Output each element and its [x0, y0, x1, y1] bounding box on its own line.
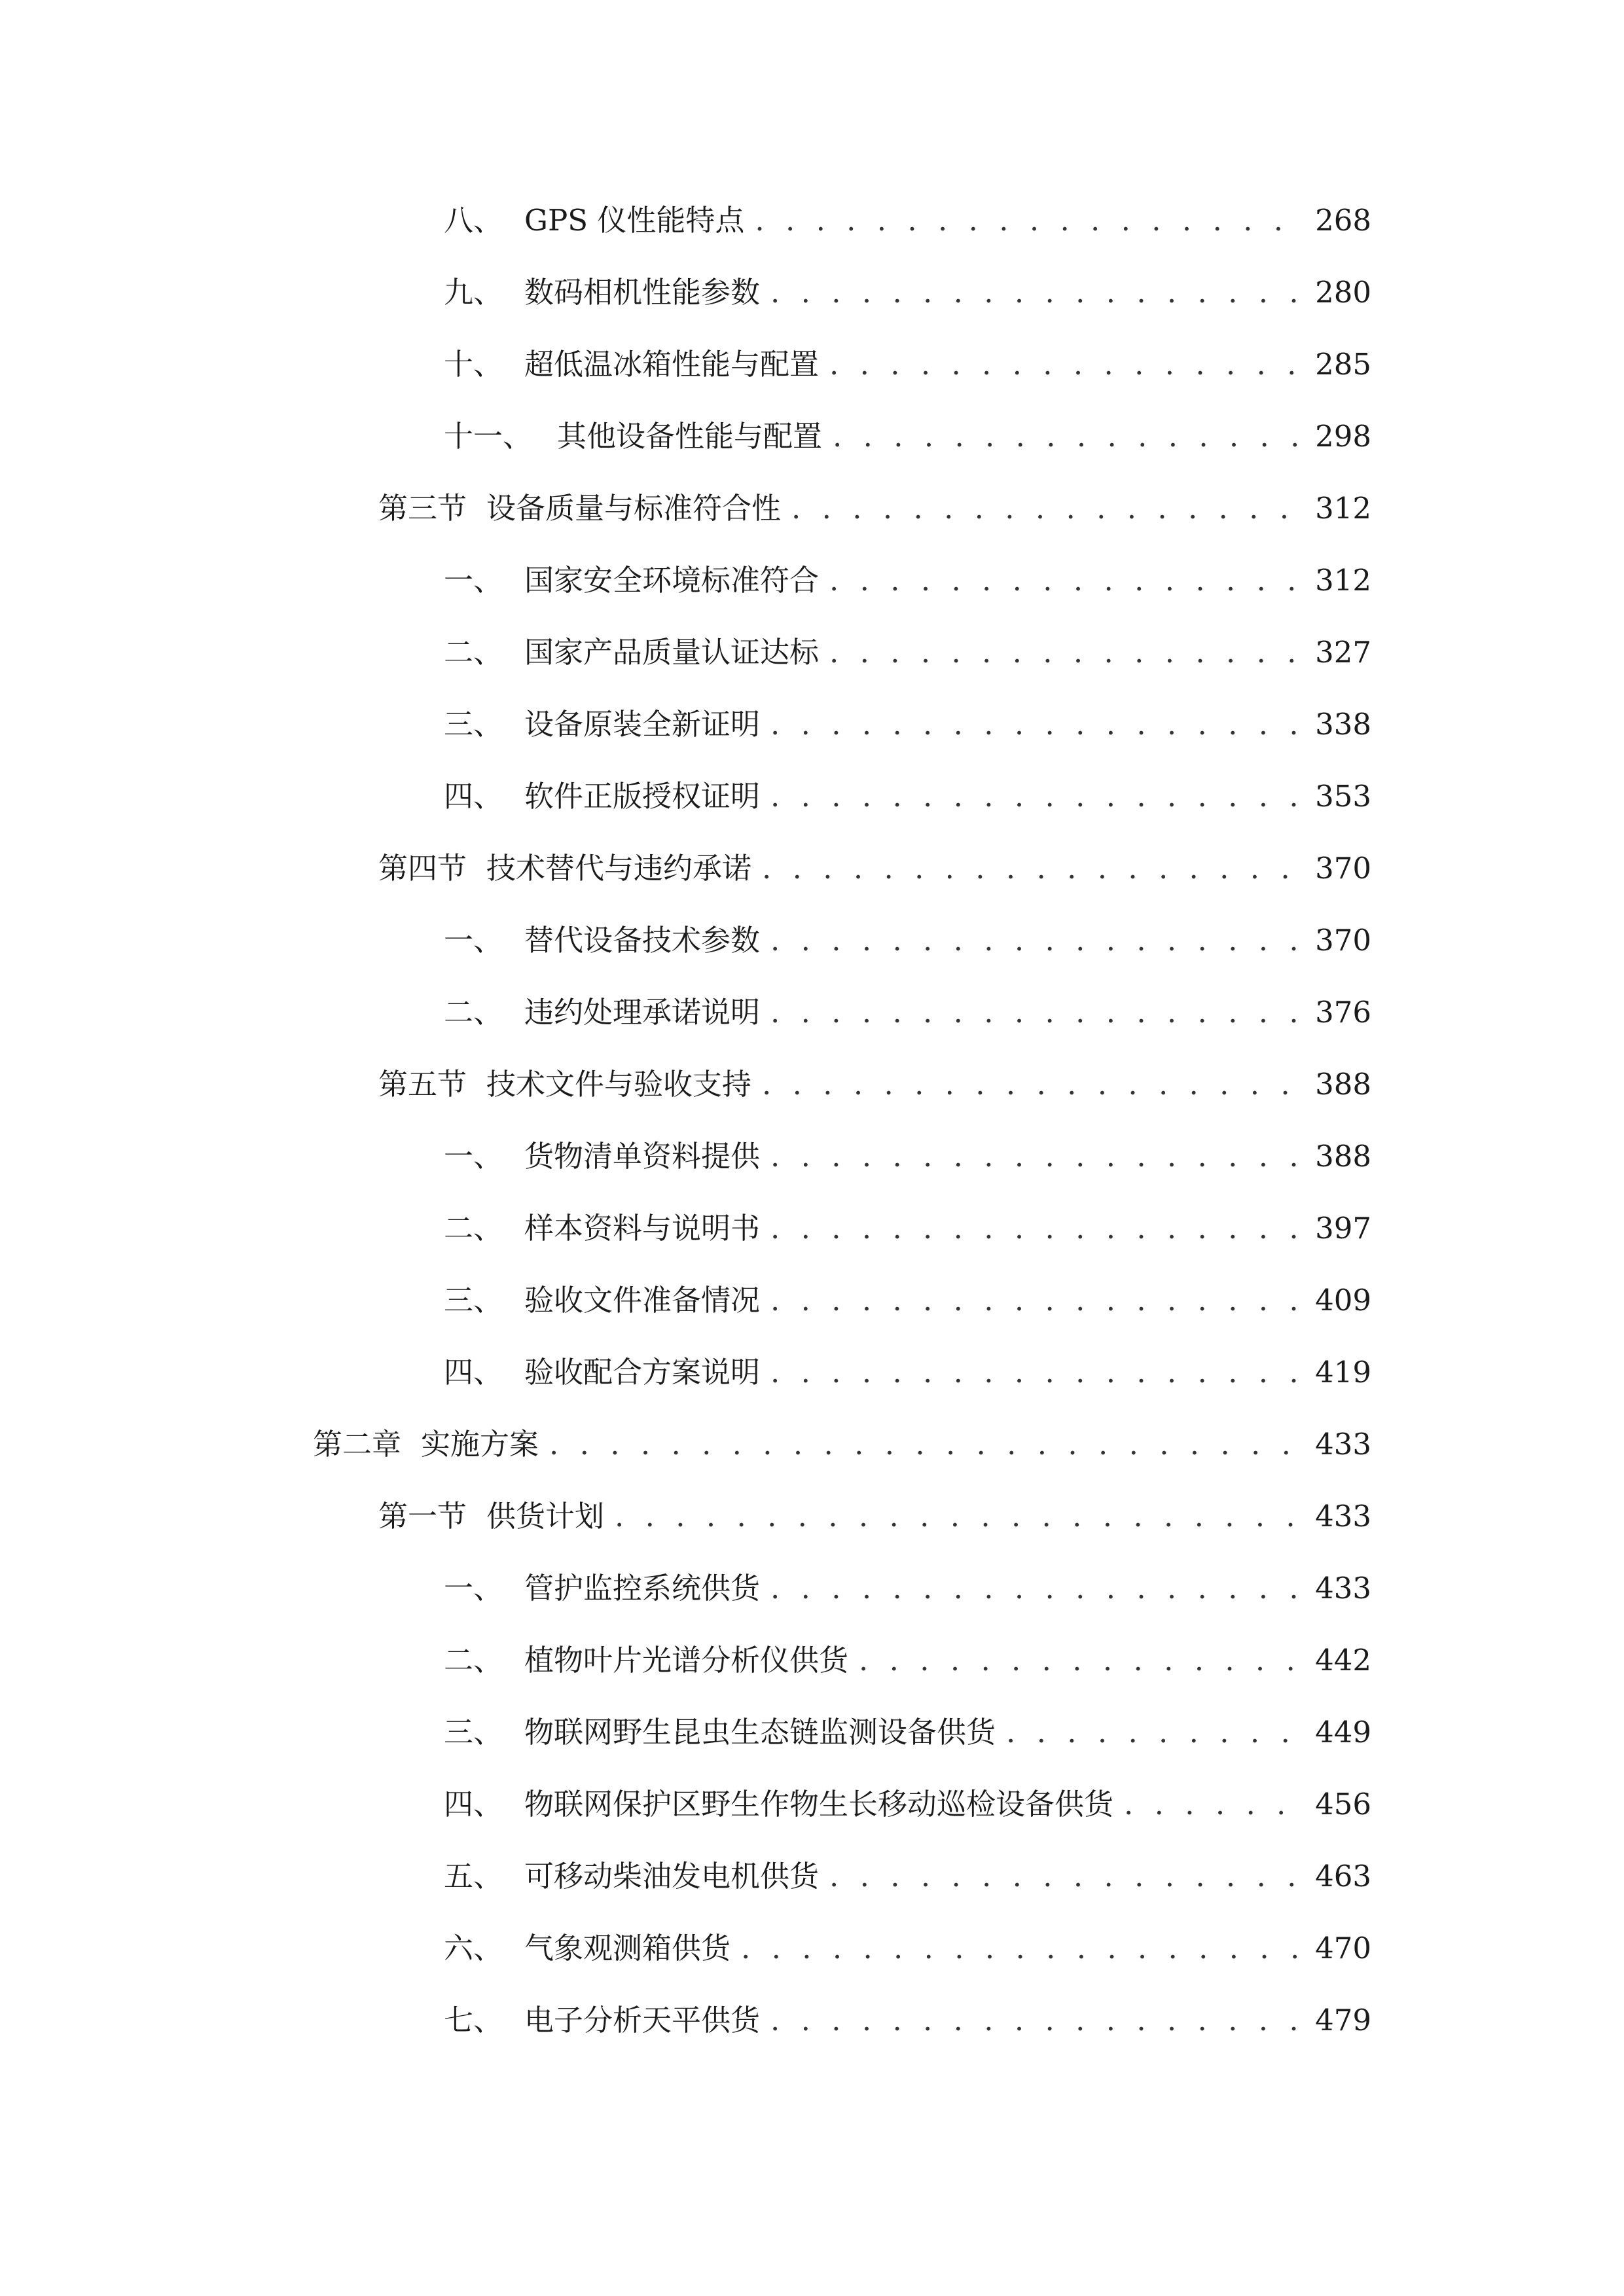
dot-leader [770, 1209, 1305, 1248]
toc-entry-number: 五、 [444, 1859, 503, 1893]
toc-entry-title: 物联网保护区野生作物生长移动巡检设备供货 [524, 1787, 1114, 1821]
toc-entry-page: 312 [1315, 563, 1371, 598]
toc-entry-title: 技术文件与验收支持 [486, 1067, 752, 1102]
dot-leader [770, 921, 1305, 960]
dot-leader [770, 1281, 1305, 1320]
toc-entry-page: 433 [1315, 1499, 1371, 1534]
toc-entry-number: 三、 [444, 707, 503, 742]
toc-entry-page: 312 [1315, 491, 1371, 526]
toc-entry-page: 376 [1315, 995, 1371, 1030]
dot-leader [549, 1425, 1305, 1464]
toc-entry-title: 实施方案 [421, 1427, 539, 1462]
toc-entry-number: 四、 [444, 1787, 503, 1821]
toc-entry-page: 353 [1315, 779, 1371, 814]
toc-entry[interactable] [0, 257, 1624, 329]
toc-entry-title: 数码相机性能参数 [524, 275, 761, 310]
toc-entry-title: 违约处理承诺说明 [524, 995, 761, 1030]
toc-entry-number: 一、 [444, 563, 503, 598]
toc-entry-title: 其他设备性能与配置 [557, 419, 823, 454]
toc-entry[interactable] [0, 833, 1624, 905]
toc-entry-number: 第一节 [378, 1499, 467, 1534]
dot-leader [762, 849, 1305, 888]
toc-entry[interactable] [0, 1552, 1624, 1624]
dot-leader [829, 561, 1305, 600]
dot-leader [791, 489, 1305, 528]
toc-entry[interactable] [0, 977, 1624, 1049]
toc-entry[interactable] [0, 545, 1624, 617]
table-of-contents [0, 185, 1624, 2056]
toc-entry[interactable] [0, 761, 1624, 833]
dot-leader [829, 633, 1305, 672]
toc-entry[interactable] [0, 1049, 1624, 1121]
toc-entry-page: 370 [1315, 923, 1371, 958]
toc-entry-title: 植物叶片光谱分析仪供货 [524, 1643, 849, 1677]
toc-entry-number: 六、 [444, 1931, 503, 1965]
toc-entry-number: 一、 [444, 1571, 503, 1605]
toc-entry[interactable] [0, 1336, 1624, 1408]
toc-entry-page: 456 [1315, 1787, 1371, 1821]
toc-entry-title: 供货计划 [486, 1499, 605, 1534]
toc-entry-number: 三、 [444, 1283, 503, 1318]
toc-entry[interactable] [0, 1624, 1624, 1696]
dot-leader [741, 1929, 1305, 1968]
toc-entry-page: 298 [1315, 419, 1371, 454]
toc-entry-page: 327 [1315, 635, 1371, 670]
toc-entry-number: 第五节 [378, 1067, 467, 1102]
toc-entry[interactable] [0, 1408, 1624, 1480]
toc-entry-page: 479 [1315, 2003, 1371, 2037]
toc-entry-page: 388 [1315, 1067, 1371, 1102]
toc-entry-page: 470 [1315, 1931, 1371, 1965]
toc-entry-number: 八、 [444, 203, 503, 238]
dot-leader [770, 1137, 1305, 1176]
toc-entry[interactable] [0, 185, 1624, 257]
toc-entry[interactable] [0, 401, 1624, 473]
dot-leader [829, 1857, 1305, 1896]
toc-entry-title: 可移动柴油发电机供货 [524, 1859, 820, 1893]
toc-entry-number: 二、 [444, 1211, 503, 1246]
toc-entry-page: 419 [1315, 1355, 1371, 1390]
toc-entry[interactable] [0, 1480, 1624, 1552]
toc-entry[interactable] [0, 1121, 1624, 1193]
toc-entry-number: 四、 [444, 1355, 503, 1390]
toc-entry[interactable] [0, 905, 1624, 977]
toc-entry-title: 设备质量与标准符合性 [486, 491, 782, 526]
toc-entry-page: 442 [1315, 1643, 1371, 1677]
toc-entry-title: 设备原装全新证明 [524, 707, 761, 742]
toc-entry-title: 软件正版授权证明 [524, 779, 761, 814]
dot-leader [770, 993, 1305, 1032]
toc-entry-page: 285 [1315, 347, 1371, 382]
toc-entry[interactable] [0, 617, 1624, 689]
toc-entry-title: 超低温冰箱性能与配置 [524, 347, 820, 382]
toc-entry-page: 463 [1315, 1859, 1371, 1893]
toc-entry-title: 技术替代与违约承诺 [486, 851, 752, 886]
toc-entry-page: 388 [1315, 1139, 1371, 1174]
toc-entry-page: 409 [1315, 1283, 1371, 1318]
toc-entry[interactable] [0, 1193, 1624, 1265]
toc-entry-page: 280 [1315, 275, 1371, 310]
toc-entry[interactable] [0, 473, 1624, 545]
toc-entry-number: 一、 [444, 1139, 503, 1174]
toc-entry-page: 449 [1315, 1715, 1371, 1749]
toc-entry-number: 十一、 [444, 419, 533, 454]
dot-leader [829, 345, 1305, 384]
toc-entry-page: 397 [1315, 1211, 1371, 1246]
toc-entry-number: 七、 [444, 2003, 503, 2037]
dot-leader [755, 201, 1305, 240]
toc-entry-page: 338 [1315, 707, 1371, 742]
toc-entry-number: 九、 [444, 275, 503, 310]
toc-entry-number: 第四节 [378, 851, 467, 886]
dot-leader [615, 1497, 1305, 1536]
dot-leader [770, 705, 1305, 744]
toc-entry-title: 验收文件准备情况 [524, 1283, 761, 1318]
toc-entry-number: 一、 [444, 923, 503, 958]
dot-leader [859, 1641, 1305, 1680]
dot-leader [770, 2001, 1305, 2040]
toc-entry-title: 管护监控系统供货 [524, 1571, 761, 1605]
toc-entry-page: 433 [1315, 1427, 1371, 1462]
toc-entry[interactable] [0, 1768, 1624, 1840]
toc-entry[interactable] [0, 1984, 1624, 2056]
dot-leader [1124, 1785, 1305, 1824]
toc-entry-page: 433 [1315, 1571, 1371, 1605]
dot-leader [770, 273, 1305, 312]
toc-entry-title: 国家安全环境标准符合 [524, 563, 820, 598]
toc-entry-title: 气象观测箱供货 [524, 1931, 731, 1965]
toc-entry-title: 样本资料与说明书 [524, 1211, 761, 1246]
dot-leader [770, 777, 1305, 816]
toc-entry-title: 验收配合方案说明 [524, 1355, 761, 1390]
toc-entry-number: 二、 [444, 635, 503, 670]
toc-entry-number: 三、 [444, 1715, 503, 1749]
toc-entry-page: 268 [1315, 203, 1371, 238]
dot-leader [762, 1065, 1305, 1104]
toc-entry-number: 四、 [444, 779, 503, 814]
toc-entry-title: 国家产品质量认证达标 [524, 635, 820, 670]
toc-entry-title: GPS 仪性能特点 [524, 203, 745, 238]
toc-entry-title: 替代设备技术参数 [524, 923, 761, 958]
toc-entry[interactable] [0, 1696, 1624, 1768]
toc-entry-number: 二、 [444, 1643, 503, 1677]
toc-entry-title: 货物清单资料提供 [524, 1139, 761, 1174]
toc-entry[interactable] [0, 689, 1624, 761]
toc-entry-number: 十、 [444, 347, 503, 382]
toc-entry-number: 二、 [444, 995, 503, 1030]
toc-entry-number: 第二章 [313, 1427, 402, 1462]
toc-entry-title: 电子分析天平供货 [524, 2003, 761, 2037]
toc-entry[interactable] [0, 1840, 1624, 1912]
toc-entry-title: 物联网野生昆虫生态链监测设备供货 [524, 1715, 996, 1749]
dot-leader [770, 1569, 1305, 1608]
toc-entry-page: 370 [1315, 851, 1371, 886]
toc-entry-number: 第三节 [378, 491, 467, 526]
toc-entry[interactable] [0, 1265, 1624, 1336]
toc-entry[interactable] [0, 1912, 1624, 1984]
toc-entry[interactable] [0, 329, 1624, 401]
dot-leader [770, 1353, 1305, 1392]
dot-leader [1006, 1713, 1305, 1752]
dot-leader [833, 417, 1305, 456]
